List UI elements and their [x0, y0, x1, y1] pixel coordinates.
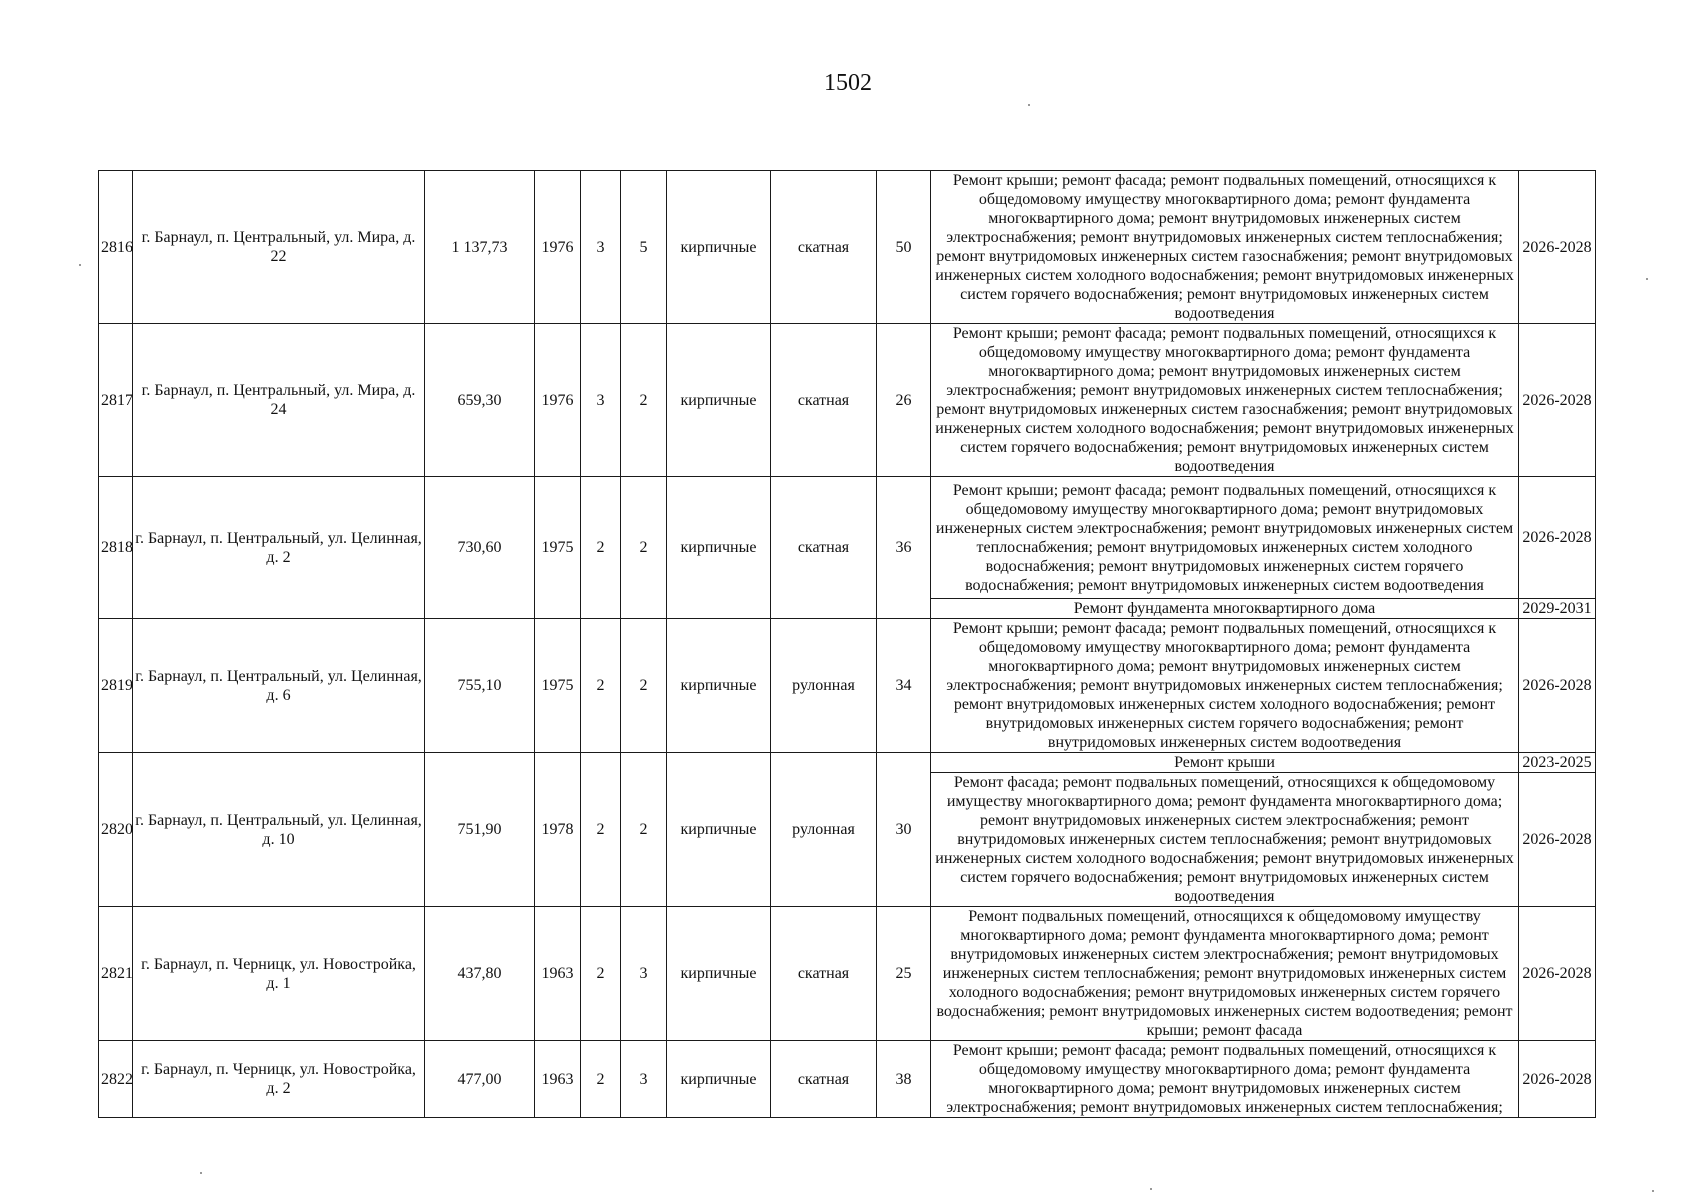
table-row	[99, 753, 1596, 773]
year-cell: 1978	[535, 753, 581, 907]
year-cell: 1963	[535, 1041, 581, 1118]
area-cell: 437,80	[425, 907, 535, 1041]
address-cell: г. Барнаул, п. Черницк, ул. Новостройка, д. 2	[133, 1041, 425, 1118]
area-cell: 659,30	[425, 324, 535, 477]
works-description-cell: Ремонт фасада; ремонт подвальных помещений, относящихся к общедомовому имуществу многоквартирного дома; ремонт фундамента многоквартирного дома; ремонт внутридомовых инженерных систем электроснабжения; ремонт внутридомовых инженерных систем теплоснабжения; ремонт внутридомовых инженерных систем холодного водоснабжения; ремонт внутридомовых инженерных систем горячего водоснабжения; ремонт внутридомовых инженерных систем водоотведения	[931, 773, 1519, 907]
entrances-cell: 3	[621, 907, 667, 1041]
address-cell: г. Барнаул, п. Центральный, ул. Целинная, д. 6	[133, 619, 425, 753]
year-cell: 1975	[535, 477, 581, 619]
residents-cell: 36	[877, 477, 931, 619]
works-description-cell: Ремонт крыши; ремонт фасада; ремонт подвальных помещений, относящихся к общедомовому имуществу многоквартирного дома; ремонт фундамента многоквартирного дома; ремонт внутридомовых инженерных систем электроснабжения; ремонт внутридомовых инженерных систем теплоснабжения; ремонт внутридомовых инженерных систем газоснабжения; ремонт внутридомовых инженерных систем холодного водоснабжения; ремонт внутридомовых инженерных систем горячего водоснабжения; ремонт внутридомовых инженерных систем водоотведения	[931, 324, 1519, 477]
wall-material-cell: кирпичные	[667, 171, 771, 324]
entrances-cell: 2	[621, 619, 667, 753]
roof-type-cell: скатная	[771, 907, 877, 1041]
works-description-cell: Ремонт фундамента многоквартирного дома	[931, 599, 1519, 619]
wall-material-cell: кирпичные	[667, 619, 771, 753]
year-cell: 1963	[535, 907, 581, 1041]
entrances-cell: 2	[621, 753, 667, 907]
area-cell: 477,00	[425, 1041, 535, 1118]
scan-speck	[1150, 1188, 1152, 1190]
area-cell: 755,10	[425, 619, 535, 753]
repair-period-cell: 2026-2028	[1519, 619, 1596, 753]
works-description-cell: Ремонт крыши; ремонт фасада; ремонт подвальных помещений, относящихся к общедомовому имуществу многоквартирного дома; ремонт фундамента многоквартирного дома; ремонт внутридомовых инженерных систем электроснабжения; ремонт внутридомовых инженерных систем теплоснабжения; ремонт внутридомовых инженерных систем холодного водоснабжения; ремонт внутридомовых инженерных систем горячего водоснабжения; ремонт внутридомовых инженерных систем водоотведения	[931, 619, 1519, 753]
floors-cell: 2	[581, 907, 621, 1041]
roof-type-cell: скатная	[771, 171, 877, 324]
roof-type-cell: рулонная	[771, 753, 877, 907]
address-cell: г. Барнаул, п. Центральный, ул. Целинная, д. 2	[133, 477, 425, 619]
repair-period-cell: 2026-2028	[1519, 477, 1596, 599]
roof-type-cell: скатная	[771, 477, 877, 619]
year-cell: 1975	[535, 619, 581, 753]
repair-period-cell: 2026-2028	[1519, 773, 1596, 907]
scan-speck	[1652, 1190, 1654, 1192]
entrances-cell: 5	[621, 171, 667, 324]
scan-speck	[200, 1172, 202, 1174]
entrances-cell: 2	[621, 324, 667, 477]
residents-cell: 34	[877, 619, 931, 753]
roof-type-cell: скатная	[771, 324, 877, 477]
wall-material-cell: кирпичные	[667, 324, 771, 477]
floors-cell: 3	[581, 171, 621, 324]
floors-cell: 2	[581, 477, 621, 619]
area-cell: 730,60	[425, 477, 535, 619]
address-cell: г. Барнаул, п. Центральный, ул. Мира, д. 24	[133, 324, 425, 477]
row-number: 2820	[99, 753, 133, 907]
table-row	[99, 171, 1596, 324]
page-number: 1502	[824, 70, 872, 96]
row-number: 2817	[99, 324, 133, 477]
entrances-cell: 2	[621, 477, 667, 619]
repair-period-cell: 2026-2028	[1519, 907, 1596, 1041]
row-number: 2818	[99, 477, 133, 619]
table-row	[99, 907, 1596, 1041]
address-cell: г. Барнаул, п. Центральный, ул. Целинная, д. 10	[133, 753, 425, 907]
year-cell: 1976	[535, 324, 581, 477]
table-row	[99, 1041, 1596, 1118]
repair-period-cell: 2026-2028	[1519, 171, 1596, 324]
roof-type-cell: скатная	[771, 1041, 877, 1118]
housing-repair-table	[98, 170, 1596, 1118]
repair-period-cell: 2023-2025	[1519, 753, 1596, 773]
works-description-cell: Ремонт крыши; ремонт фасада; ремонт подвальных помещений, относящихся к общедомовому имуществу многоквартирного дома; ремонт внутридомовых инженерных систем электроснабжения; ремонт внутридомовых инженерных систем теплоснабжения; ремонт внутридомовых инженерных систем холодного водоснабжения; ремонт внутридомовых инженерных систем горячего водоснабжения; ремонт внутридомовых инженерных систем водоотведения	[931, 477, 1519, 599]
scan-speck	[1028, 104, 1030, 106]
row-number: 2822	[99, 1041, 133, 1118]
floors-cell: 2	[581, 619, 621, 753]
repair-period-cell: 2026-2028	[1519, 324, 1596, 477]
roof-type-cell: рулонная	[771, 619, 877, 753]
area-cell: 751,90	[425, 753, 535, 907]
residents-cell: 30	[877, 753, 931, 907]
entrances-cell: 3	[621, 1041, 667, 1118]
works-description-cell: Ремонт крыши; ремонт фасада; ремонт подвальных помещений, относящихся к общедомовому имуществу многоквартирного дома; ремонт фундамента многоквартирного дома; ремонт внутридомовых инженерных систем электроснабжения; ремонт внутридомовых инженерных систем теплоснабжения;	[931, 1041, 1519, 1118]
wall-material-cell: кирпичные	[667, 477, 771, 619]
area-cell: 1 137,73	[425, 171, 535, 324]
row-number: 2816	[99, 171, 133, 324]
repair-period-cell: 2029-2031	[1519, 599, 1596, 619]
wall-material-cell: кирпичные	[667, 1041, 771, 1118]
table-row	[99, 477, 1596, 599]
residents-cell: 50	[877, 171, 931, 324]
scan-speck	[79, 264, 81, 266]
address-cell: г. Барнаул, п. Черницк, ул. Новостройка, д. 1	[133, 907, 425, 1041]
wall-material-cell: кирпичные	[667, 753, 771, 907]
floors-cell: 2	[581, 1041, 621, 1118]
floors-cell: 2	[581, 753, 621, 907]
works-description-cell: Ремонт подвальных помещений, относящихся к общедомовому имуществу многоквартирного дома; ремонт фундамента многоквартирного дома; ремонт внутридомовых инженерных систем электроснабжения; ремонт внутридомовых инженерных систем теплоснабжения; ремонт внутридомовых инженерных систем холодного водоснабжения; ремонт внутридомовых инженерных систем горячего водоснабжения; ремонт внутридомовых инженерных систем водоотведения; ремонт крыши; ремонт фасада	[931, 907, 1519, 1041]
repair-period-cell: 2026-2028	[1519, 1041, 1596, 1118]
table-row	[99, 324, 1596, 477]
row-number: 2821	[99, 907, 133, 1041]
works-description-cell: Ремонт крыши	[931, 753, 1519, 773]
residents-cell: 26	[877, 324, 931, 477]
row-number: 2819	[99, 619, 133, 753]
year-cell: 1976	[535, 171, 581, 324]
wall-material-cell: кирпичные	[667, 907, 771, 1041]
table-row	[99, 619, 1596, 753]
works-description-cell: Ремонт крыши; ремонт фасада; ремонт подвальных помещений, относящихся к общедомовому имуществу многоквартирного дома; ремонт фундамента многоквартирного дома; ремонт внутридомовых инженерных систем электроснабжения; ремонт внутридомовых инженерных систем теплоснабжения; ремонт внутридомовых инженерных систем газоснабжения; ремонт внутридомовых инженерных систем холодного водоснабжения; ремонт внутридомовых инженерных систем горячего водоснабжения; ремонт внутридомовых инженерных систем водоотведения	[931, 171, 1519, 324]
table-body	[99, 171, 1596, 1118]
residents-cell: 38	[877, 1041, 931, 1118]
scan-speck	[1646, 278, 1648, 280]
address-cell: г. Барнаул, п. Центральный, ул. Мира, д. 22	[133, 171, 425, 324]
floors-cell: 3	[581, 324, 621, 477]
residents-cell: 25	[877, 907, 931, 1041]
